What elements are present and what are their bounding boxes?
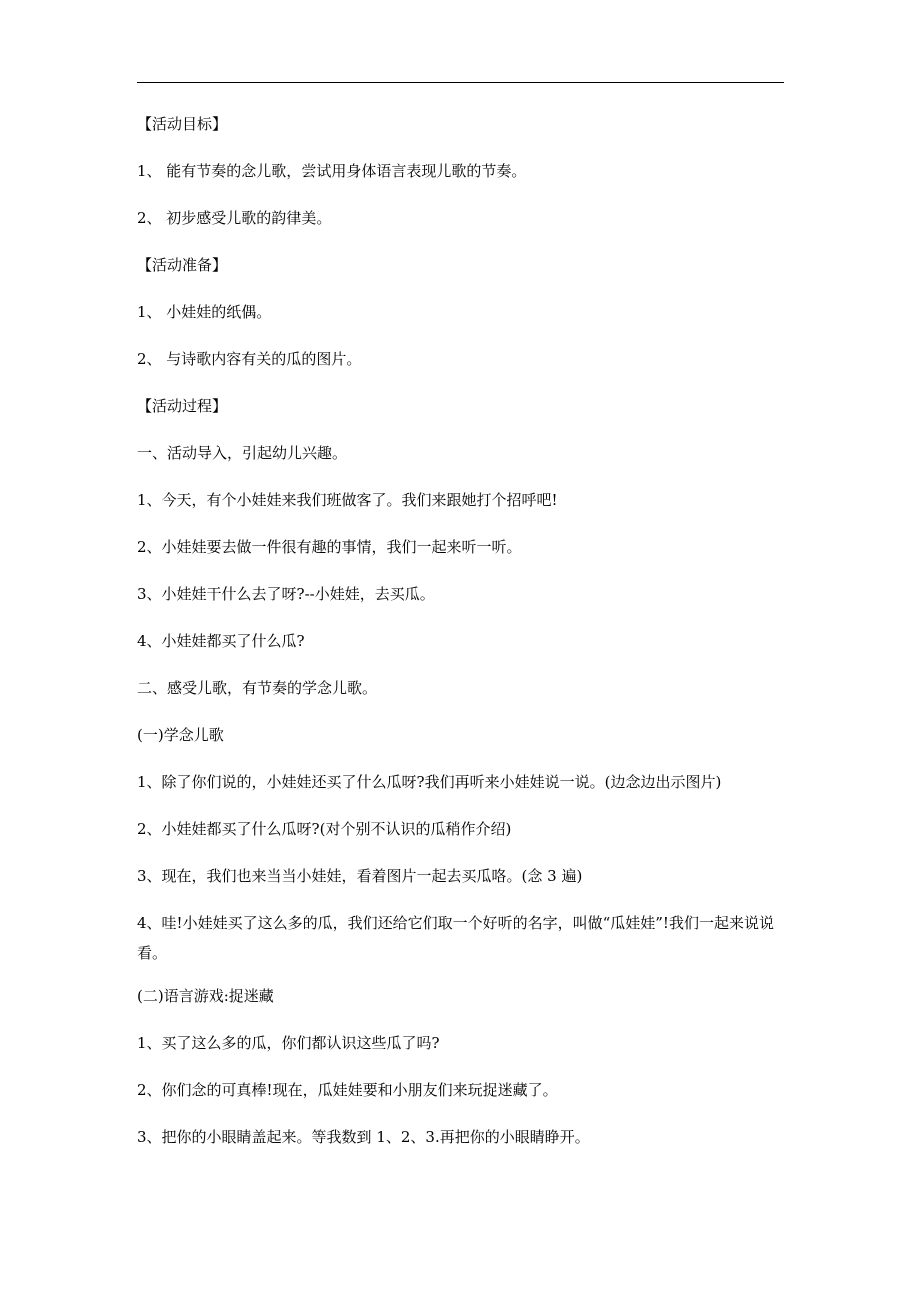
paragraph: 1、今天，有个小娃娃来我们班做客了。我们来跟她打个招呼吧! bbox=[137, 491, 558, 509]
paragraph: 一、活动导入，引起幼儿兴趣。 bbox=[137, 444, 348, 462]
subsection-heading: (二)语言游戏:捉迷藏 bbox=[137, 987, 274, 1005]
paragraph: 1、 能有节奏的念儿歌，尝试用身体语言表现儿歌的节奏。 bbox=[137, 162, 527, 180]
paragraph: 4、小娃娃都买了什么瓜? bbox=[137, 632, 305, 650]
subsection-heading: (一)学念儿歌 bbox=[137, 726, 224, 744]
section-heading-goals: 【活动目标】 bbox=[137, 115, 228, 133]
paragraph: 2、小娃娃都买了什么瓜呀?(对个别不认识的瓜稍作介绍) bbox=[137, 820, 512, 838]
section-heading-preparation: 【活动准备】 bbox=[137, 256, 228, 274]
paragraph: 1、 小娃娃的纸偶。 bbox=[137, 303, 272, 321]
paragraph: 3、把你的小眼睛盖起来。等我数到 1、2、3.再把你的小眼睛睁开。 bbox=[137, 1128, 590, 1146]
paragraph: 2、你们念的可真棒!现在，瓜娃娃要和小朋友们来玩捉迷藏了。 bbox=[137, 1081, 558, 1099]
paragraph: 2、小娃娃要去做一件很有趣的事情，我们一起来听一听。 bbox=[137, 538, 522, 556]
paragraph: 3、现在，我们也来当当小娃娃，看着图片一起去买瓜咯。(念 3 遍) bbox=[137, 867, 583, 885]
paragraph: 2、 与诗歌内容有关的瓜的图片。 bbox=[137, 350, 362, 368]
paragraph: 1、除了你们说的，小娃娃还买了什么瓜呀?我们再听来小娃娃说一说。(边念边出示图片) bbox=[137, 773, 722, 791]
paragraph: 3、小娃娃干什么去了呀?--小娃娃，去买瓜。 bbox=[137, 585, 435, 603]
paragraph: 1、买了这么多的瓜，你们都认识这些瓜了吗? bbox=[137, 1034, 440, 1052]
document-body bbox=[137, 109, 787, 1169]
header-rule bbox=[137, 82, 784, 83]
paragraph: 4、哇!小娃娃买了这么多的瓜，我们还给它们取一个好听的名字，叫做“瓜娃娃”!我们一起来说说看。 bbox=[137, 914, 774, 962]
section-heading-process: 【活动过程】 bbox=[137, 397, 228, 415]
paragraph: 二、感受儿歌，有节奏的学念儿歌。 bbox=[137, 679, 378, 697]
paragraph: 2、 初步感受儿歌的韵律美。 bbox=[137, 209, 332, 227]
